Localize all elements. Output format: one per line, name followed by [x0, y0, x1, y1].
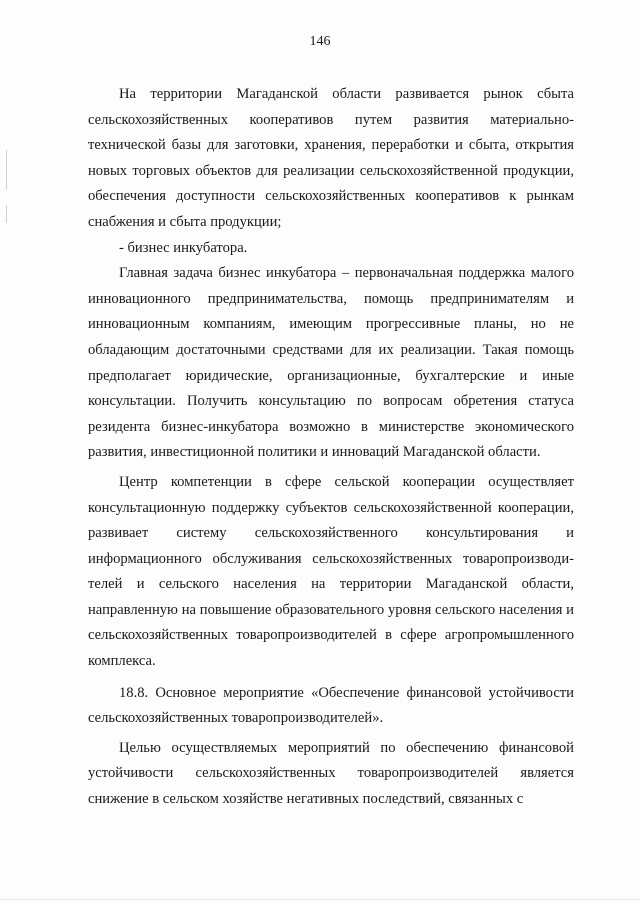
- page-number: 146: [309, 34, 331, 49]
- scan-edge-mark: [6, 205, 7, 223]
- document-body: [88, 82, 574, 813]
- paragraph-incubator-item: - бизнес инкубатора.: [119, 239, 248, 256]
- paragraph-financial-stability: Целью осуществляемых мероприятий по обеспечению финансовой устойчивости сельскохозяйственных товаропроизводителей является снижение в сельском хозяйстве негативных последствий, связанных с: [88, 739, 574, 808]
- scan-bottom-mark: [0, 899, 640, 900]
- paragraph-competence-center: Центр компетенции в сфере сельской кооперации осуществляет консультационную поддержку субъектов сельскохозяйственной кооперации, развивает систему сельскохозяйственного консультирования и информационного обслуживания сельскохозяйственных товаропроизводи-телей и сельского населения на территории Магаданской области, направленную на повышение образовательного уровня сельского населения и сельскохозяйственных товаропроизводителей в сфере агропромышленного комплекса.: [88, 473, 574, 670]
- paragraph-market: На территории Магаданской области развивается рынок сбыта сельскохозяйственных кооперативов путем развития материально-технической базы для заготовки, хранения, переработки и сбыта, открытия новых торговых объектов для реализации сельскохозяйственной продукции, обеспечения доступности сельскохозяйственных кооперативов к рынкам снабжения и сбыта продукции;: [88, 86, 574, 230]
- paragraph-incubator-task: Главная задача бизнес инкубатора – первоначальная поддержка малого инновационного предпринимательства, помощь предпринимателям и инновационным компаниям, имеющим прогрессивные планы, но не обладающим достаточными средствами для их реализации. Такая помощь предполагает юридические, организационные, бухгалтерские и иные консультации. Получить консультацию по вопросам обретения статуса резидента бизнес-инкубатора возможно в министерстве экономического развития, инвестиционной политики и инноваций Магаданской области.: [88, 265, 574, 461]
- scan-edge-mark: [6, 150, 7, 190]
- section-heading-18-8: 18.8. Основное мероприятие «Обеспечение финансовой устойчивости сельскохозяйственных товаропроизводителей».: [88, 684, 574, 727]
